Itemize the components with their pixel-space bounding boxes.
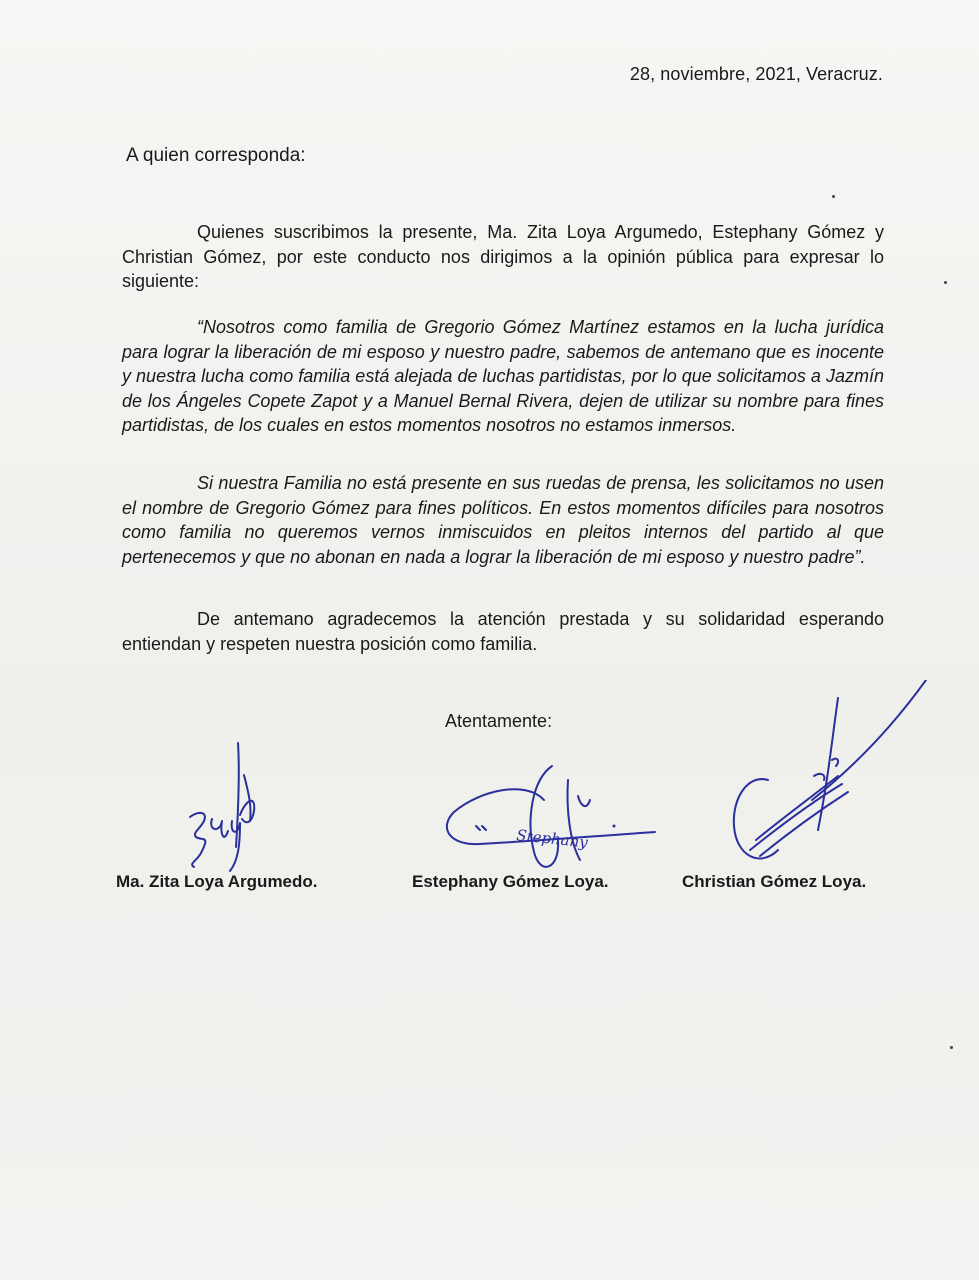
signatory-name: Christian Gómez Loya. [682, 872, 867, 891]
signature-christian [720, 680, 930, 880]
paragraph-thanks [122, 607, 884, 656]
signature-estephany-handwriting: Stephany [515, 826, 589, 852]
paragraph-request-text: Si nuestra Familia no está presente en sus ruedas de prensa, les solicitamos no usen el nombre de Gregorio Gómez para fines políticos. En estos momentos difíciles para nosotros como familia no queremos vernos inmiscuidos en pleitos internos del partido al que pertenecemos y que no abonan en nada a lograr la liberación de mi esposo y nuestro padre”. [122, 473, 884, 567]
closing-line: Atentamente: [445, 711, 553, 731]
speck [832, 195, 835, 198]
paragraph-thanks-text: De antemano agradecemos la atención prestada y su solidaridad esperando entiendan y respeten nuestra posición como familia. [122, 609, 884, 654]
speck [950, 1046, 953, 1049]
paragraph-intro [122, 220, 884, 294]
signature-estephany [440, 760, 660, 880]
paragraph-statement-text: “Nosotros como familia de Gregorio Gómez Martínez estamos en la lucha jurídica para lograr la liberación de mi esposo y nuestro padre, sabemos de antemano que es inocente y nuestra lucha como familia está alejada de luchas partidistas, por lo que solicitamos a Jazmín de los Ángeles Copete Zapot y a Manuel Bernal Rivera, dejen de utilizar su nombre para fines partidistas, de los cuales en estos momentos nosotros no estamos inmersos. [122, 317, 884, 435]
salutation: A quien corresponda: [126, 145, 306, 166]
date-line: 28, noviembre, 2021, Veracruz. [629, 64, 883, 84]
paragraph-statement [122, 315, 884, 438]
signatory-name: Ma. Zita Loya Argumedo. [116, 872, 318, 891]
signatory-name: Estephany Gómez Loya. [412, 872, 609, 891]
paragraph-intro-text: Quienes suscribimos la presente, Ma. Zita Loya Argumedo, Estephany Gómez y Christian Gómez, por este conducto nos dirigimos a la opinión pública para expresar lo siguiente: [122, 222, 884, 291]
paragraph-request [122, 471, 884, 569]
signature-zita [180, 735, 270, 875]
speck [944, 281, 947, 284]
